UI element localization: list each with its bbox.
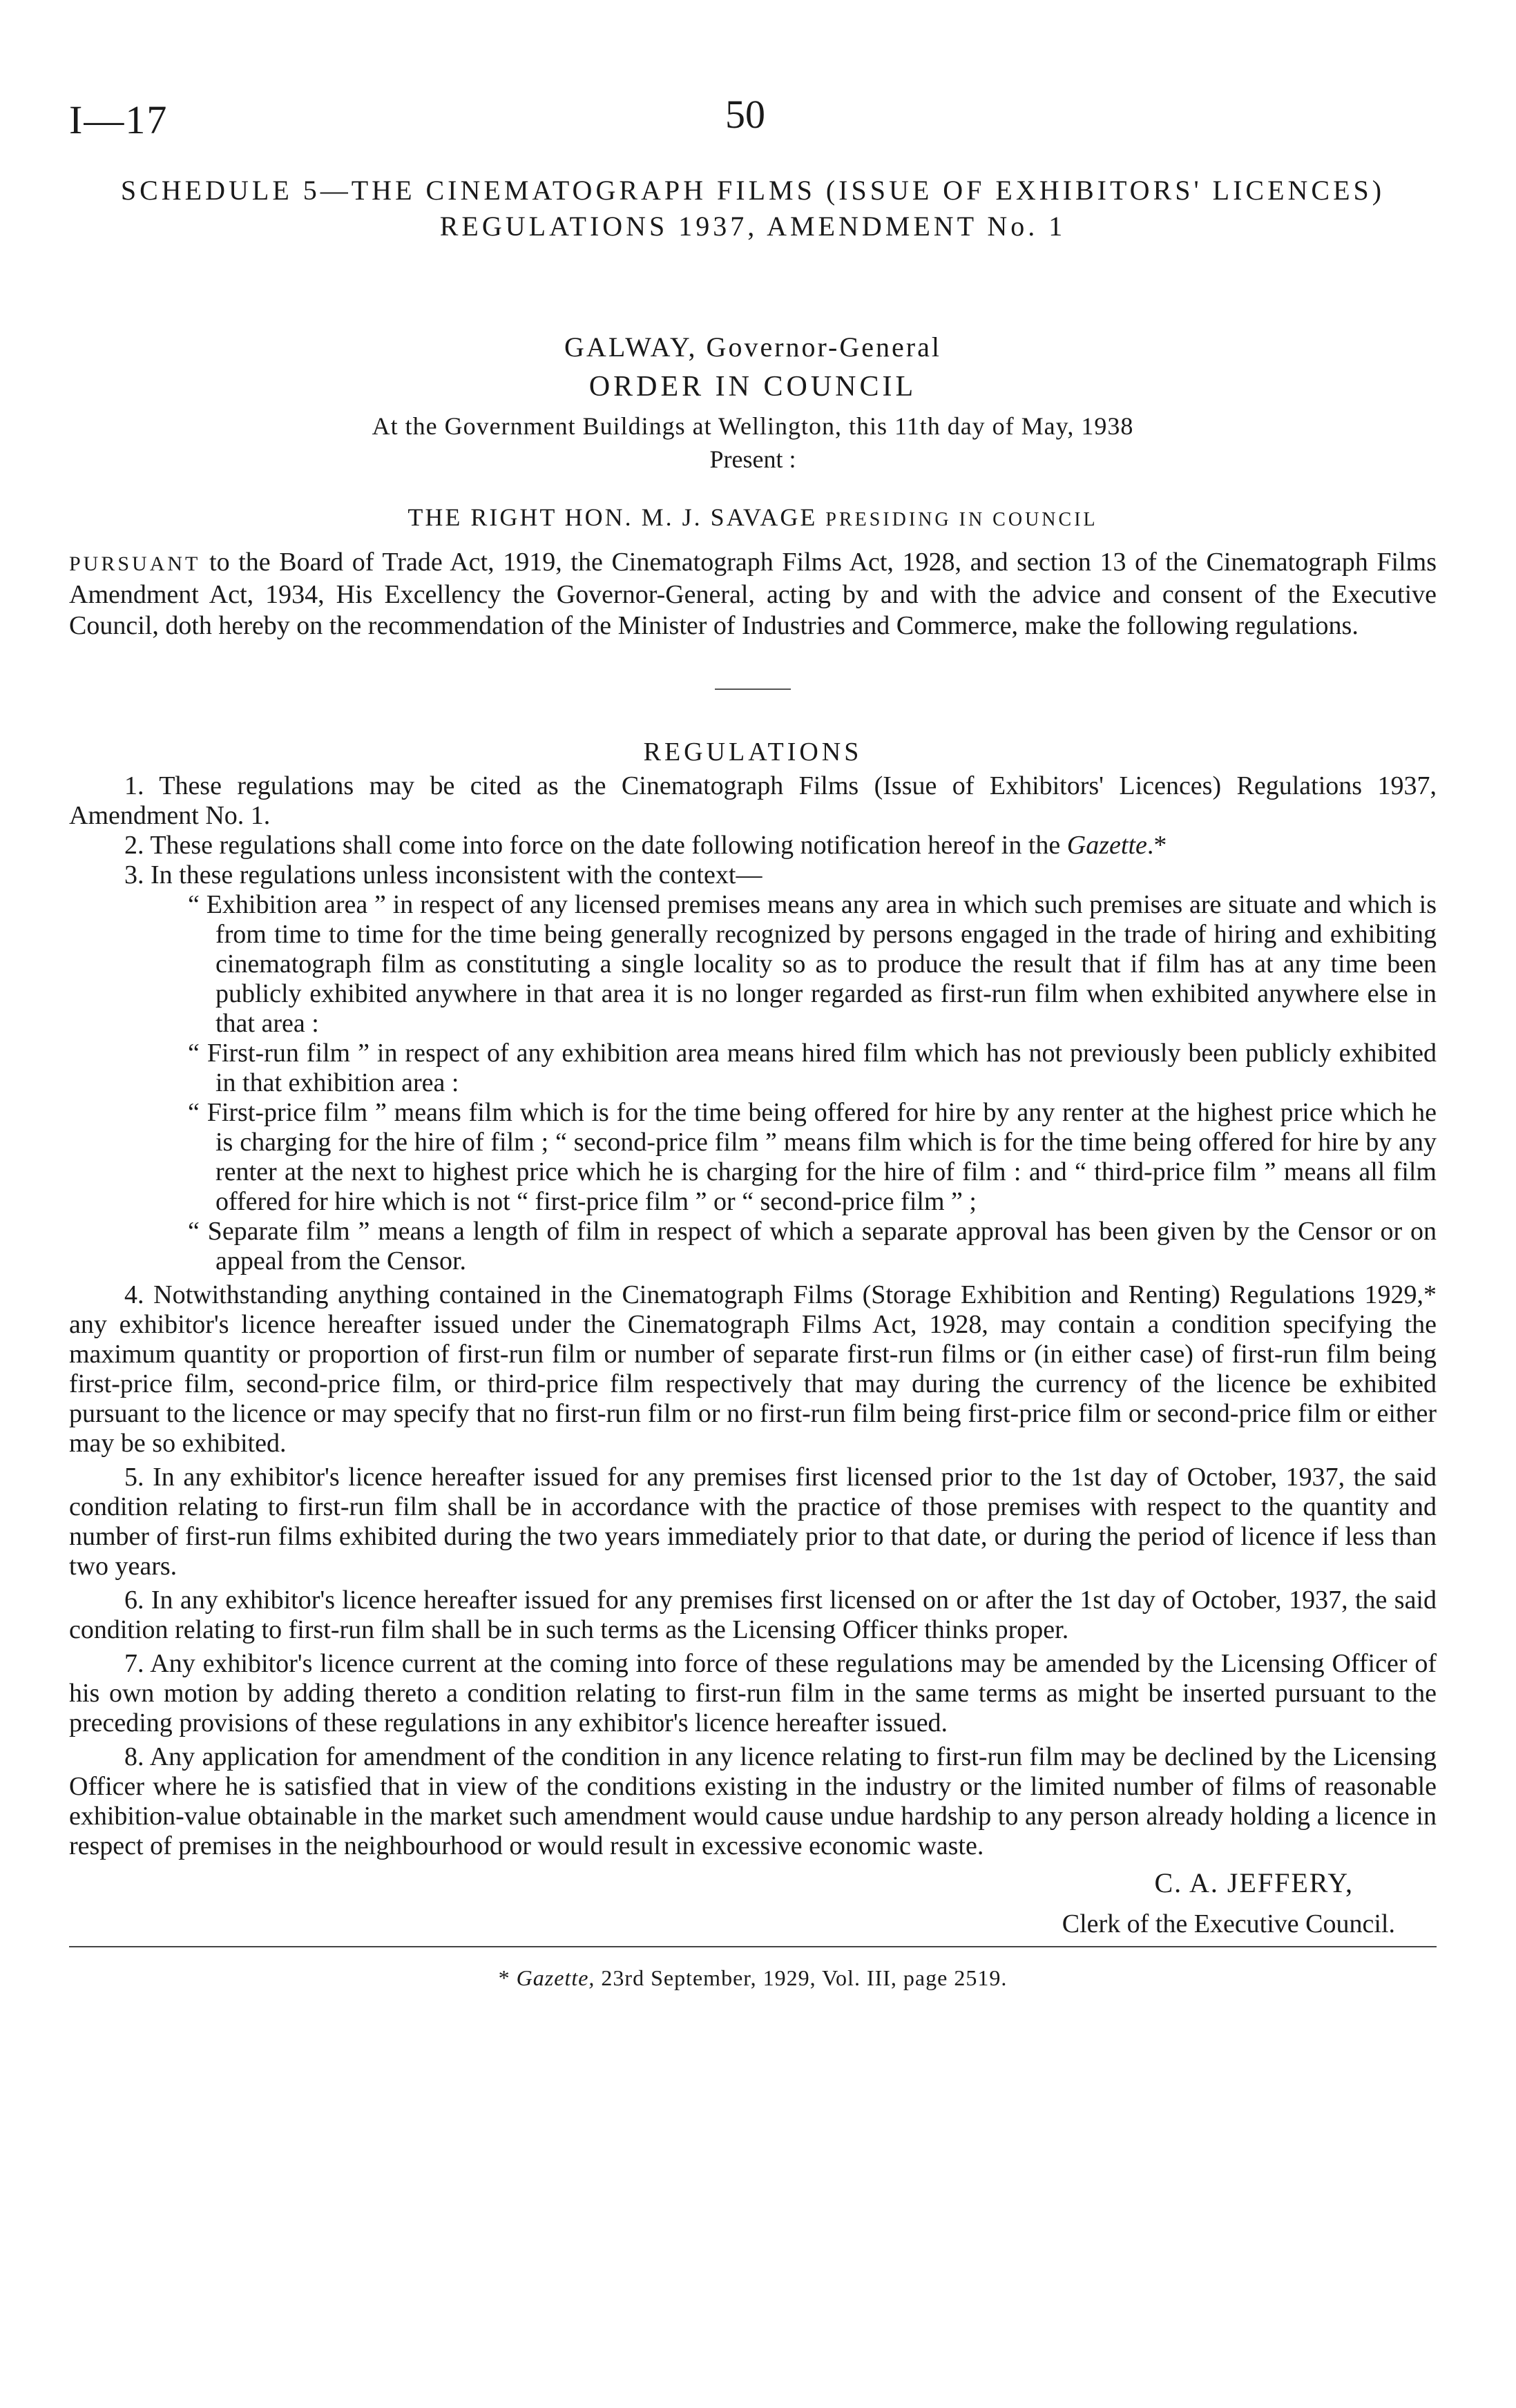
schedule-title	[69, 173, 1437, 244]
regulation-2	[69, 831, 1437, 860]
regulation-5: 5. In any exhibitor's licence hereafter issued for any premises first licensed prior to the 1st day of October, 1937, the said condition relating to first-run film shall be in accordance with the practice of those premises with respect to the quantity and number of first-run films exhibited during the two years immediately prior to that date, or during the period of licence if less than two years.	[69, 1463, 1437, 1581]
presiding-line	[69, 503, 1437, 532]
regulation-2-text: 2. These regulations shall come into force on the date following notification hereof in the	[124, 831, 1067, 860]
definitions-list	[69, 890, 1437, 1276]
footnote	[69, 1965, 1437, 1991]
preamble-text: to the Board of Trade Act, 1919, the Cinematograph Films Act, 1928, and section 13 of the Cinematograph Films Amendment Act, 1934, His Excellency the Governor-General, acting by and with the advice and consent of the Executive Council, doth hereby on the recommendation of the Minister of Industries and Commerce, make the following regulations.	[69, 548, 1437, 640]
definition-separate-film: “ Separate film ” means a length of film in respect of which a separate approval has been given by the Censor or on appeal from the Censor.	[188, 1217, 1437, 1275]
document-page	[69, 92, 1437, 1991]
regulation-2-footnote-marker: .*	[1146, 831, 1167, 860]
gazette-reference: Gazette	[1066, 831, 1147, 860]
schedule-title-line-1: SCHEDULE 5—THE CINEMATOGRAPH FILMS (ISSUE OF EXHIBITORS' LICENCES)	[120, 175, 1385, 206]
presiding-role: PRESIDING IN COUNCIL	[825, 509, 1098, 530]
present-line: Present :	[709, 445, 796, 473]
governor-general-line: GALWAY, Governor-General	[564, 331, 941, 363]
order-in-council-heading: ORDER IN COUNCIL	[588, 371, 917, 403]
regulation-4: 4. Notwithstanding anything contained in the Cinematograph Films (Storage Exhibition and Renting) Regulations 1929,* any exhibitor's licence hereafter issued under the Cinematograph Films Act, 1928, may contain a condition specifying the maximum quantity or proportion of first-run film or number of separate first-run films or (in either case) of first-run film being first-price film, second-price film, or third-price film respectively that may during the currency of the licence be exhibited pursuant to the licence or may specify that no first-run film or no first-run film being first-price film or second-price film or either may be so exhibited.	[69, 1280, 1437, 1458]
page-header	[69, 92, 1437, 159]
preamble-paragraph	[69, 547, 1437, 642]
regulation-8: 8. Any application for amendment of the condition in any licence relating to first-run film may be declined by the Licensing Officer where he is satisfied that in view of the conditions existing in the industry or the limited number of films of reasonable exhibition-value obtainable in the market such amendment would cause undue hardship to any person already holding a licence in respect of premises in the neighbourhood or would result in excessive economic waste.	[69, 1742, 1437, 1860]
regulation-1: 1. These regulations may be cited as the Cinematograph Films (Issue of Exhibitors' Licences) Regulations 1937, Amendment No. 1.	[69, 771, 1437, 830]
definition-exhibition-area: “ Exhibition area ” in respect of any licensed premises means any area in which such premises are situate and which is from time to time for the time being generally recognized by persons engaged in the trade of hiring and exhibiting cinematograph film as constituting a single locality so as to produce the result that if film has at any time been publicly exhibited anywhere in that area it is no longer regarded as first-run film when exhibited anywhere else in that area :	[188, 890, 1437, 1038]
document-reference: I—17	[69, 97, 169, 142]
footnote-gazette: Gazette,	[516, 1965, 595, 1990]
regulations-heading: REGULATIONS	[643, 738, 863, 767]
regulation-6: 6. In any exhibitor's licence hereafter issued for any premises first licensed on or after the 1st day of October, 1937, the said condition relating to first-run film shall be in such terms as the Licensing Officer thinks proper.	[69, 1586, 1437, 1644]
definition-first-price-film: “ First-price film ” means film which is for the time being offered for hire by any renter at the highest price which he is charging for the hire of film ; “ second-price film ” means film which is for the time being offered for hire by any renter at the next to highest price which he is charging for the hire of film : and “ third-price film ” means all film offered for hire which is not “ first-price film ” or “ second-price film ” ;	[188, 1098, 1437, 1216]
regulation-7: 7. Any exhibitor's licence current at the coming into force of these regulations may be amended by the Licensing Officer of his own motion by adding thereto a condition relating to first-run film in the same terms as might be inserted pursuant to the preceding provisions of these regulations in any exhibitor's licence hereafter issued.	[69, 1649, 1437, 1737]
page-number: 50	[725, 92, 765, 137]
presiding-name: THE RIGHT HON. M. J. SAVAGE	[407, 503, 818, 531]
regulation-3: 3. In these regulations unless inconsistent with the context—	[124, 860, 762, 889]
definition-first-run-film: “ First-run film ” in respect of any exhibition area means hired film which has not previously been publicly exhibited in that exhibition area :	[188, 1039, 1437, 1097]
footnote-divider	[69, 1946, 1437, 1947]
footnote-text: 23rd September, 1929, Vol. III, page 2519.	[595, 1965, 1008, 1990]
schedule-title-line-2: REGULATIONS 1937, AMENDMENT No. 1	[439, 211, 1066, 242]
footnote-marker: *	[498, 1965, 517, 1990]
signatory-title: Clerk of the Executive Council.	[1062, 1909, 1395, 1938]
signatory-name: C. A. JEFFERY,	[1154, 1867, 1354, 1898]
venue-date-line: At the Government Buildings at Wellington, this 11th day of May, 1938	[372, 412, 1134, 440]
preamble-lead-word: PURSUANT	[69, 552, 201, 575]
section-divider	[715, 688, 791, 690]
